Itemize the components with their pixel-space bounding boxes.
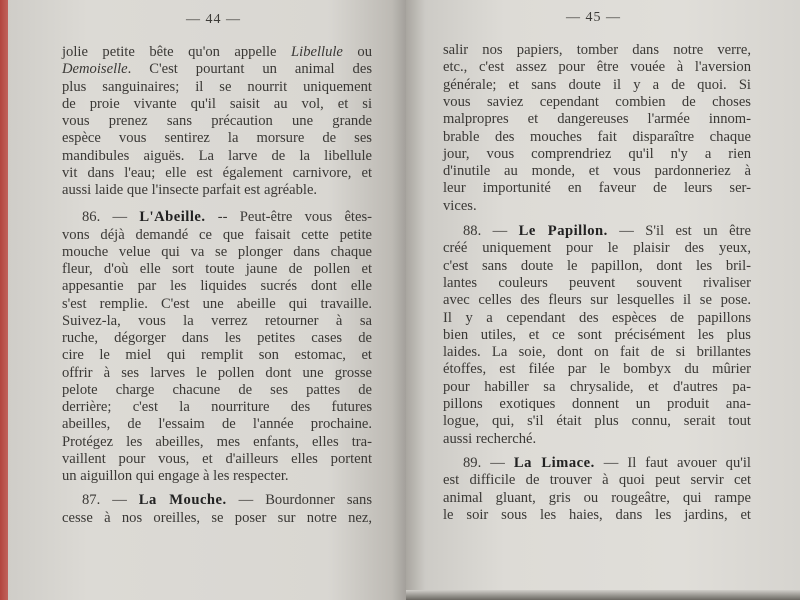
- text-segment: pelote charge chacune de ses pattes de: [62, 382, 372, 398]
- text-segment: pour habiller sa chrysalide, et d'autres pa-: [443, 379, 751, 395]
- text-segment: jolie petite bête qu'on appelle: [62, 44, 292, 60]
- text-line: [443, 111, 751, 128]
- text-line: [443, 223, 751, 240]
- text-segment: mouche velue qui va se plonger dans chaque: [62, 244, 372, 260]
- text-line: [62, 382, 372, 399]
- text-line: [443, 344, 751, 361]
- text-segment: espèce vous sentirez la morsure de ses: [62, 130, 372, 146]
- text-line: [62, 313, 372, 330]
- text-segment: un aiguillon qui engage à les respecter.: [62, 468, 289, 484]
- text-line: [443, 379, 751, 396]
- text-segment: abeilles, de l'essaim de l'année prochaine.: [62, 416, 372, 432]
- text-line: [62, 209, 372, 226]
- text-line: [443, 42, 751, 59]
- text-line: [62, 61, 372, 78]
- text-segment: -- Peut-être vous êtes-: [205, 209, 372, 225]
- text-line: [443, 396, 751, 413]
- section-title: La Limace.: [513, 455, 595, 471]
- text-line: [62, 330, 372, 347]
- text-line: [62, 451, 372, 468]
- text-line: [62, 261, 372, 278]
- text-line: [62, 79, 372, 96]
- text-line: [443, 310, 751, 327]
- text-line: [62, 434, 372, 451]
- text-segment: laides. La soie, dont on fait de si brillantes: [443, 344, 751, 360]
- text-segment: leur importunité en faveur de leurs ser-: [443, 180, 751, 196]
- text-line: [62, 278, 372, 295]
- text-line: [443, 275, 751, 292]
- text-line: [443, 507, 751, 524]
- text-segment: c'est sans doute le papillon, dont les bril-: [443, 258, 751, 274]
- text-line: [62, 165, 372, 182]
- text-segment: générale; et sans doute il y a de quoi. Si: [443, 77, 751, 93]
- page-bottom-edge: [406, 590, 800, 600]
- text-segment: . C'est pourtant un animal des: [127, 61, 372, 77]
- text-line: [62, 227, 372, 244]
- text-line: [443, 146, 751, 163]
- text-segment: est difficile de trouver à quoi peut servir cet: [443, 472, 751, 488]
- text-line: [443, 240, 751, 257]
- text-segment: aussi recherché.: [443, 431, 537, 447]
- section-title: La Mouche.: [138, 492, 227, 508]
- text-segment: salir nos papiers, tomber dans notre verre,: [443, 42, 751, 58]
- text-line: [62, 510, 372, 527]
- text-line: [62, 296, 372, 313]
- text-segment: vons déjà demandé ce que faisait cette petite: [62, 227, 372, 243]
- text-line: [443, 431, 751, 448]
- text-line: [62, 113, 372, 130]
- text-segment: — Bourdonner sans: [226, 492, 372, 508]
- text-segment: logue, qui, s'il était plus connu, serait tout: [443, 413, 751, 429]
- italic-term: Libellule: [291, 44, 343, 60]
- text-segment: vous saviez cependant combien de choses: [443, 94, 751, 110]
- text-segment: etc., c'est assez pour être vouée à l'aversion: [443, 59, 751, 75]
- text-segment: étoffes, est filée par le bombyx du mûrier: [443, 361, 751, 377]
- text-segment: brable des mouches fait disparaître chaque: [443, 129, 751, 145]
- text-line: [62, 44, 372, 61]
- text-line: [62, 130, 372, 147]
- text-segment: bien utiles, et ce sont précisément les plus: [443, 327, 751, 343]
- text-segment: offrir à ses larves le pollen dont une grosse: [62, 365, 372, 381]
- text-segment: 88. —: [463, 223, 519, 239]
- text-segment: pillons exotiques donnent un produit ana-: [443, 396, 751, 412]
- text-line: [62, 347, 372, 364]
- text-segment: — Il faut avouer qu'il: [594, 455, 751, 471]
- text-segment: 87. —: [82, 492, 139, 508]
- text-line: [443, 163, 751, 180]
- text-segment: derrière; c'est la nourriture des futures: [62, 399, 372, 415]
- text-line: [443, 361, 751, 378]
- text-segment: malpropres et dangereuses l'armée innom-: [443, 111, 751, 127]
- text-segment: jour, vous comprendriez qu'il n'y a rien: [443, 146, 751, 162]
- text-line: [443, 94, 751, 111]
- italic-term: Demoiselle: [62, 61, 128, 77]
- right-page: [406, 0, 800, 600]
- text-line: [443, 180, 751, 197]
- text-segment: 86. —: [82, 209, 140, 225]
- text-line: [62, 492, 372, 509]
- left-page: [8, 0, 408, 600]
- text-line: [62, 416, 372, 433]
- text-segment: d'inutile au monde, et vous pardonneriez à: [443, 163, 751, 179]
- text-line: [443, 455, 751, 472]
- text-segment: ruche, dégorger dans les petites cases de: [62, 330, 372, 346]
- text-line: [443, 198, 751, 215]
- text-line: [443, 292, 751, 309]
- text-line: [443, 490, 751, 507]
- text-line: [62, 399, 372, 416]
- text-line: [443, 413, 751, 430]
- text-line: [443, 77, 751, 94]
- text-line: [443, 327, 751, 344]
- text-line: [62, 182, 372, 199]
- text-line: [443, 129, 751, 146]
- section-title: L'Abeille.: [139, 209, 206, 225]
- text-segment: aussi laide que l'insecte parfait est agréable.: [62, 182, 318, 198]
- text-segment: s'est remplie. C'est une abeille qui travaille.: [62, 296, 372, 312]
- text-line: [62, 365, 372, 382]
- page-number: — 44 —: [186, 12, 241, 27]
- text-segment: animal gluant, gris ou rougeâtre, qui rampe: [443, 490, 751, 506]
- text-line: [62, 96, 372, 113]
- text-segment: fleur, d'où elle sort toute jaune de pollen et: [62, 261, 372, 277]
- text-segment: le soir sous les haies, dans les jardins, et: [443, 507, 751, 523]
- text-segment: créé uniquement pour le plaisir des yeux,: [443, 240, 751, 256]
- text-line: [443, 59, 751, 76]
- text-segment: lantes couleurs peuvent souvent rivaliser: [443, 275, 751, 291]
- page-number: — 45 —: [566, 10, 621, 25]
- section-title: Le Papillon.: [518, 223, 608, 239]
- text-segment: — S'il est un être: [607, 223, 751, 239]
- text-segment: vous prenez sans précaution une grande: [62, 113, 372, 129]
- text-segment: ou: [342, 44, 372, 60]
- text-segment: 89. —: [463, 455, 514, 471]
- text-segment: cesse à nos oreilles, se poser sur notre nez,: [62, 510, 372, 526]
- text-line: [62, 148, 372, 165]
- text-segment: Il y a cependant des espèces de papillons: [443, 310, 751, 326]
- text-segment: Suivez-la, vous la verrez retourner à sa: [62, 313, 372, 329]
- text-segment: mandibules aiguës. La larve de la libellule: [62, 148, 372, 164]
- text-segment: vit dans l'eau; elle est également carnivore, et: [62, 165, 372, 181]
- text-segment: cire le miel qui remplit son estomac, et: [62, 347, 372, 363]
- text-segment: vaillent pour vous, et d'ailleurs elles portent: [62, 451, 372, 467]
- text-segment: vices.: [443, 198, 477, 214]
- text-segment: appesantie par les liquides sucrés dont elle: [62, 278, 372, 294]
- text-line: [62, 468, 372, 485]
- text-segment: de proie vivante qu'il saisit au vol, et si: [62, 96, 372, 112]
- text-segment: plus sanguinaires; il se nourrit uniquement: [62, 79, 372, 95]
- text-segment: Protégez les abeilles, mes enfants, elles tra-: [62, 434, 372, 450]
- text-line: [443, 472, 751, 489]
- text-segment: avec celles des fleurs sur lesquelles il se pose.: [443, 292, 751, 308]
- text-line: [62, 244, 372, 261]
- text-line: [443, 258, 751, 275]
